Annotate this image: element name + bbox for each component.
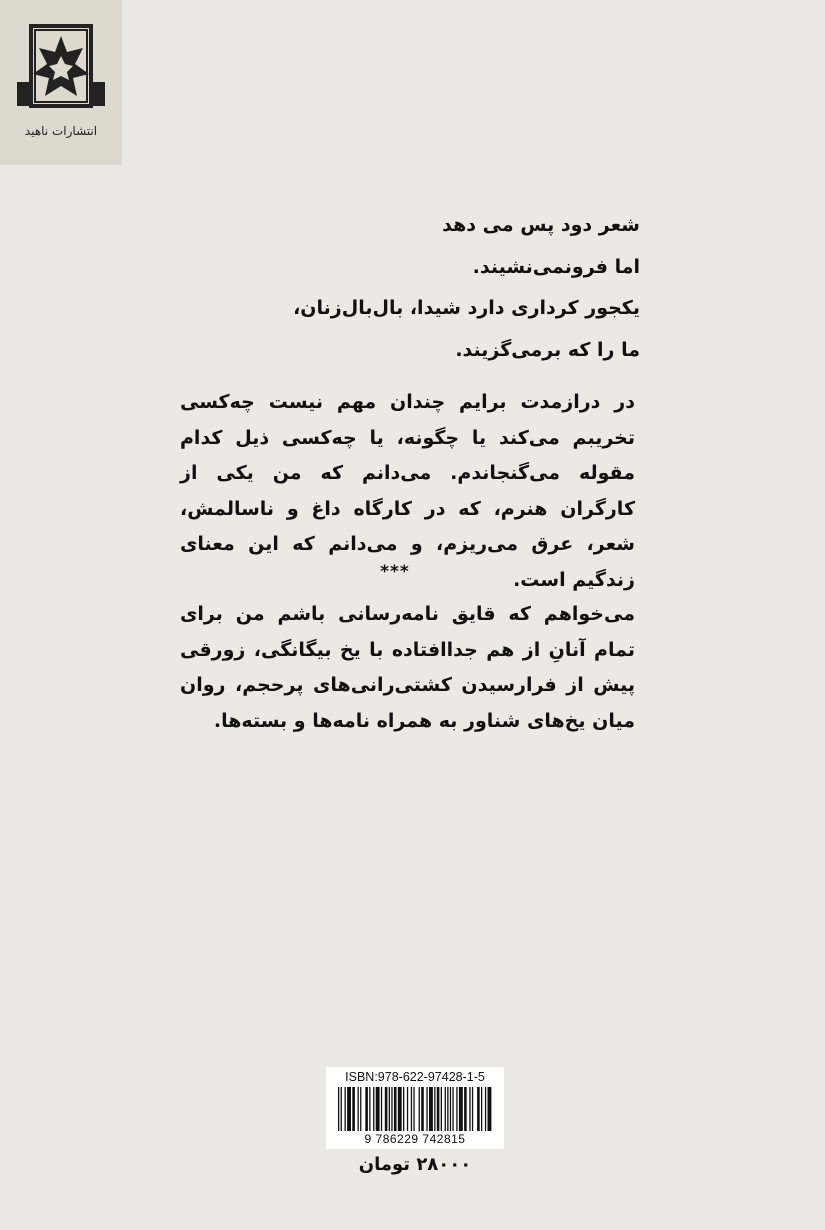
barcode-bars	[338, 1087, 492, 1131]
price-label: ۲۸۰۰۰ تومان	[358, 1154, 472, 1175]
poem-line: ما را که برمی‌گزیند.	[455, 338, 640, 361]
publisher-logo	[0, 0, 122, 165]
star-book-icon	[9, 22, 113, 118]
publisher-name: انتشارات ناهید	[24, 124, 98, 138]
paragraph-2: می‌خواهم که قایق نامه‌رسانی باشم من برای تمام آنانِ از هم جداافتاده با یخ بیگانگی، زورقی پیش از فرارسیدن کشتی‌رانی‌های پرحجم، روان میان یخ‌های شناور به همراه نامه‌ها و بسته‌ها.	[180, 603, 635, 732]
paragraph-1: در درازمدت برایم چندان مهم نیست چه‌کسی تخریبم می‌کند یا چگونه، یا چه‌کسی ذیل کدام مقوله می‌گنجاندم. می‌دانم که من یکی از کارگران هنرم، که در کارگاه داغ و ناسالمش، شعر، عرق می‌ریزم، و می‌دانم که این معنای زندگیم است.	[180, 391, 635, 591]
poem-line: شعر دود پس می دهد	[442, 214, 640, 236]
poem-block	[200, 205, 640, 371]
poem-line: یکجور کرداری دارد شیدا، بال‌بال‌زنان،	[293, 297, 640, 319]
isbn-label: ISBN:978-622-97428-1-5	[345, 1070, 485, 1084]
isbn-barcode	[326, 1067, 504, 1149]
poem-line: اما فرونمی‌نشیند.	[472, 255, 640, 278]
section-separator: ***	[380, 562, 410, 582]
barcode-digits: 9 786229 742815	[364, 1132, 466, 1146]
